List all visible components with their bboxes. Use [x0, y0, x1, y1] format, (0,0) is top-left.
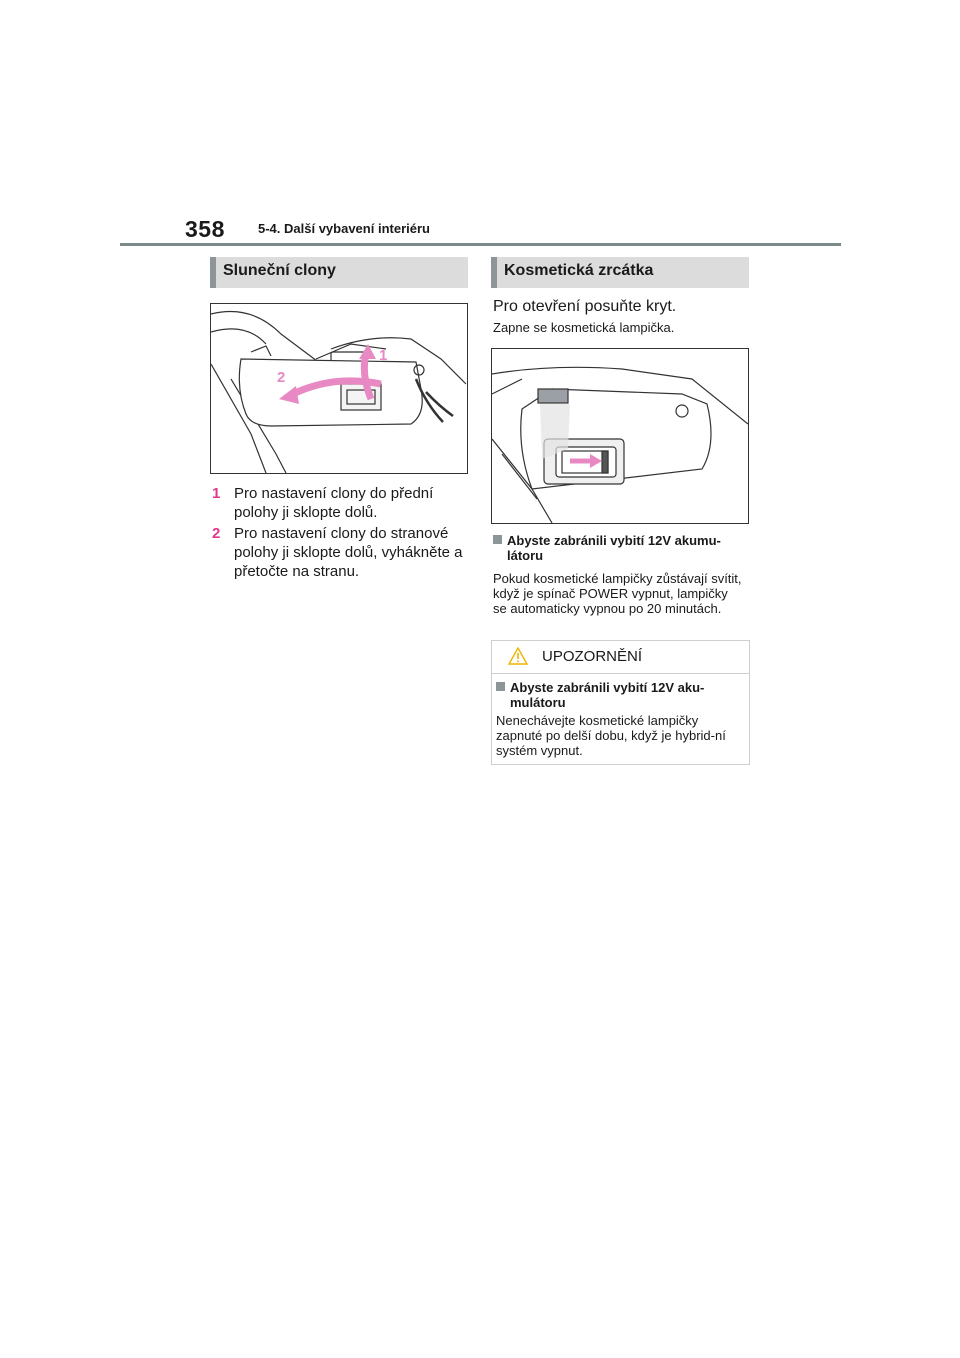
figure-label-1: 1 — [379, 347, 388, 364]
warning-text: Nenechávejte kosmetické lampičky zapnuté po delší dobu, když je hybrid-ní systém vypnut. — [496, 713, 726, 758]
step-1 — [212, 484, 474, 524]
warning-box — [491, 640, 750, 765]
warning-title: UPOZORNĚNÍ — [542, 648, 643, 665]
header-divider — [120, 243, 841, 246]
bullet-square-icon — [496, 682, 505, 691]
warning-heading — [496, 680, 746, 712]
mirror-note: Zapne se kosmetická lampička. — [493, 320, 675, 335]
section-title-sun-visors — [210, 257, 468, 288]
vanity-mirror-illustration — [491, 348, 749, 524]
step-number: 2 — [212, 525, 221, 542]
step-2 — [212, 524, 474, 584]
step-text: Pro nastavení clony do přední polohy ji sklopte dolů. — [234, 485, 434, 521]
sun-visor-drawing — [211, 304, 467, 473]
info-heading — [493, 533, 755, 565]
warning-title-row — [492, 641, 749, 674]
info-heading-text: Abyste zabránili vybití 12V akumu-látoru — [507, 533, 721, 563]
warning-triangle-icon — [508, 647, 528, 665]
section-breadcrumb: 5-4. Další vybavení interiéru — [258, 221, 430, 236]
vanity-mirror-drawing — [492, 349, 748, 523]
step-number: 1 — [212, 485, 221, 502]
bullet-square-icon — [493, 535, 502, 544]
sun-visor-illustration — [210, 303, 468, 474]
step-text: Pro nastavení clony do stranové polohy ji sklopte dolů, vyhákněte a přetočte na stranu. — [234, 525, 463, 580]
mirror-intro: Pro otevření posuňte kryt. — [493, 298, 677, 315]
section-title-text: Sluneční clony — [223, 262, 336, 279]
info-text: Pokud kosmetické lampičky zůstávají svítit, když je spínač POWER vypnut, lampičky se automaticky vypnou po 20 minutách. — [493, 571, 742, 616]
section-title-text: Kosmetická zrcátka — [504, 262, 654, 279]
figure-label-2: 2 — [277, 369, 286, 386]
page-number: 358 — [185, 216, 225, 242]
section-title-vanity-mirrors — [491, 257, 749, 288]
warning-heading-text: Abyste zabránili vybití 12V aku-mulátoru — [510, 680, 705, 710]
